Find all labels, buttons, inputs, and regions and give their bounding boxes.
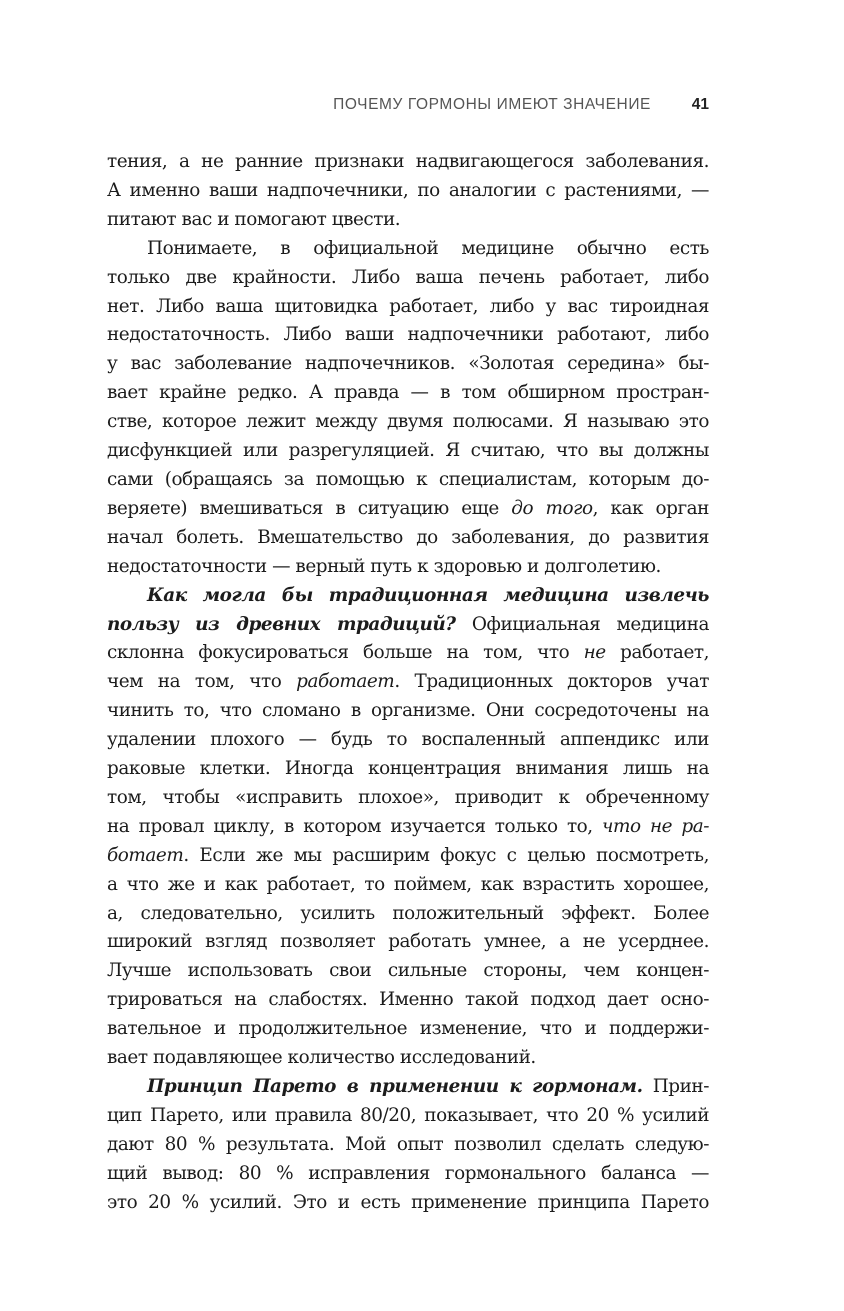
text-line: недостаточность. Либо ваши надпочечники работают, либо [107,324,709,346]
text-line: а что же и как работает, то поймем, как взрастить хорошее, [107,873,709,895]
text-line: питают вас и помогают цвести. [107,208,401,230]
text-run: , как орган [592,497,709,519]
text-line: Лучше использовать свои сильные стороны, чем концен- [107,960,709,982]
body-text [107,148,709,1218]
text-line: недостаточности — верный путь к здоровью и долголетию. [107,555,661,577]
text-line: щий вывод: 80 % исправления гормонального баланса — [107,1162,709,1184]
paragraph-2 [107,235,709,582]
text-line: сами (обращаясь за помощью к специалистам, которым до- [107,468,709,490]
section-lead-heading: Принцип Парето в применении к гормонам. [147,1076,643,1097]
text-line: Понимаете, в официальной медицине обычно есть [147,237,709,259]
text-line: удалении плохого — будь то воспаленный аппендикс или [107,729,709,751]
text-line [107,582,709,611]
text-line: цип Парето, или правила 80/20, показывает, что 20 % усилий [107,1104,709,1126]
text-line: раковые клетки. Иногда концентрация внимания лишь на [107,758,709,780]
text-line: широкий взгляд позволяет работать умнее, а не усерднее. [107,931,709,953]
text-line: начал болеть. Вмешательство до заболевания, до развития [107,526,709,548]
text-line: чинить то, что сломано в организме. Они сосредоточены на [107,700,709,722]
text-run: веряете) вмешиваться в ситуацию еще [107,497,512,519]
text-run: склонна фокусироваться больше на том, что [107,642,584,664]
text-line [107,668,709,697]
text-line: трироваться на слабостях. Именно такой подход дает осно- [107,989,709,1011]
text-run: работает, [605,642,709,664]
italic-emphasis: до того [511,497,593,519]
text-line: а, следовательно, усилить положительный эффект. Более [107,902,709,924]
text-line [107,611,709,640]
text-line: тения, а не ранние признаки надвигающегося заболевания. [107,151,709,172]
text-line: вательное и продолжительное изменение, что и поддержи- [107,1018,709,1040]
text-run: чем на том, что [107,671,297,693]
paragraph-4 [107,1073,709,1218]
text-line: нет. Либо ваша щитовидка работает, либо у вас тироидная [107,295,709,317]
text-run: Официальная медицина [455,613,709,635]
text-run: на провал циклу, в котором изучается только то, [107,815,603,837]
text-run: . Если же мы расширим фокус с целью посмотреть, [183,844,709,866]
text-run: . Традиционных докторов учат [394,671,709,693]
text-line: А именно ваши надпочечники, по аналогии с растениями, — [107,179,709,201]
paragraph-1 [107,148,709,235]
text-line [107,1073,709,1102]
paragraph-3 [107,582,709,1073]
text-run: Прин- [642,1076,710,1097]
text-line [107,495,709,524]
italic-emphasis: ботает [107,844,184,866]
text-line: том, чтобы «исправить плохое», приводит к обреченному [107,786,709,808]
section-lead-heading: пользу из древних традиций? [107,613,456,635]
italic-emphasis: что не ра- [602,815,709,837]
text-line: у вас заболевание надпочечников. «Золотая середина» бы- [107,353,709,375]
text-line: это 20 % усилий. Это и есть применение принципа Парето [107,1191,709,1213]
text-line [107,813,709,842]
text-line: дают 80 % результата. Мой опыт позволил сделать следую- [107,1133,709,1155]
italic-emphasis: работает [296,671,395,693]
text-line: стве, которое лежит между двумя полюсами. Я называю это [107,411,709,433]
text-line: вает подавляющее количество исследований. [107,1047,536,1069]
page-header [105,96,711,120]
text-line [107,842,709,871]
text-line: вает крайне редко. А правда — в том обширном простран- [107,382,709,404]
text-line [107,639,709,668]
running-title: ПОЧЕМУ ГОРМОНЫ ИМЕЮТ ЗНАЧЕНИЕ [333,96,651,113]
page-number: 41 [691,96,709,113]
section-lead-heading: Как могла бы традиционная медицина извлечь [147,584,709,606]
italic-emphasis: не [583,642,606,664]
text-line: дисфункцией или разрегуляцией. Я считаю, что вы должны [107,440,709,462]
text-line: только две крайности. Либо ваша печень работает, либо [107,266,709,288]
